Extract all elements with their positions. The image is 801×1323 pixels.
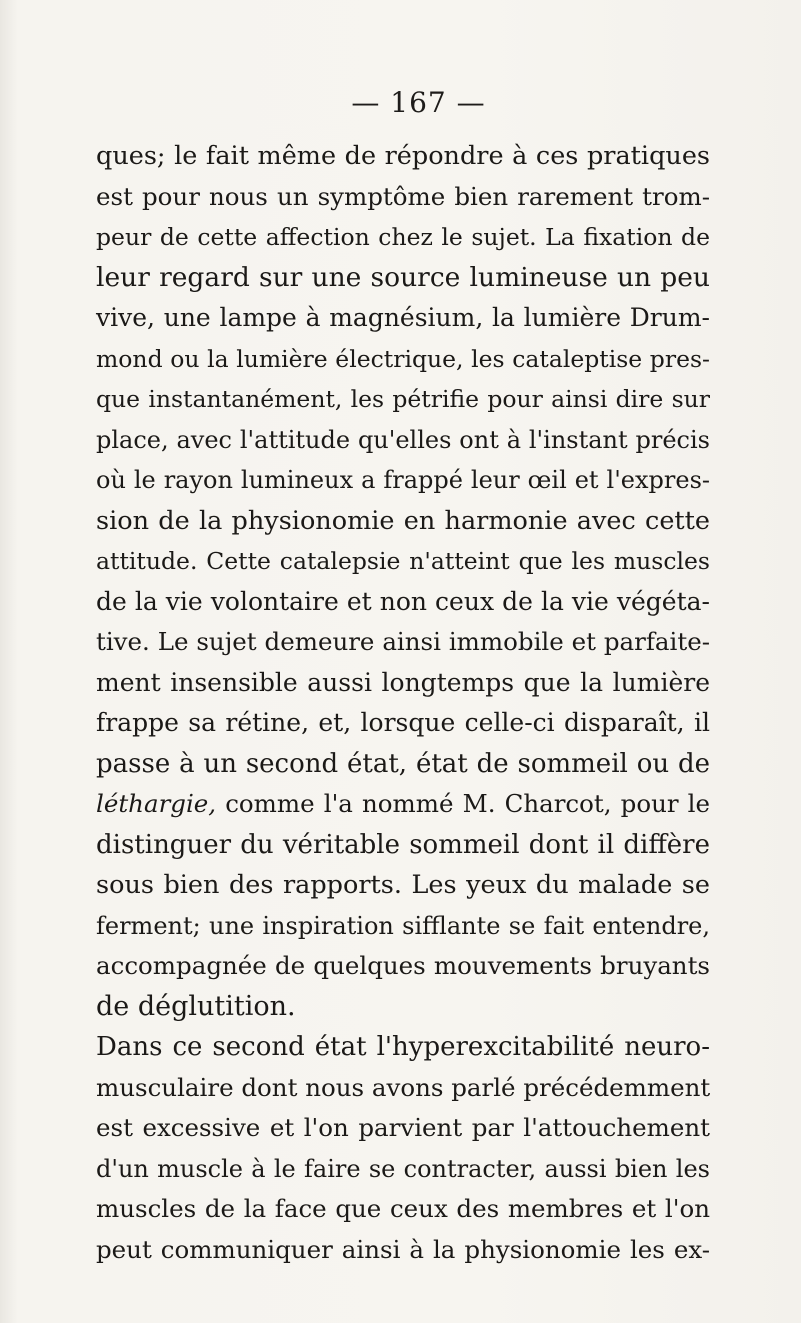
text-line: ment insensible aussi longtemps que la lumière bbox=[96, 667, 710, 697]
text-line: d'un muscle à le faire se contracter, aussi bien les bbox=[96, 1154, 710, 1183]
text-line: sion de la physionomie en harmonie avec cette bbox=[96, 505, 710, 536]
text-line: peut communiquer ainsi à la physionomie les ex- bbox=[96, 1234, 710, 1264]
text-line: où le rayon lumineux a frappé leur œil et l'expres- bbox=[96, 466, 710, 494]
text-line: vive, une lampe à magnésium, la lumière Drum- bbox=[96, 303, 710, 332]
text-line: frappe sa rétine, et, lorsque celle-ci disparaît, il bbox=[96, 708, 710, 737]
italic-term: léthargie, bbox=[96, 789, 217, 818]
page-number: — 167 — bbox=[351, 86, 486, 119]
text-line: passe à un second état, état de sommeil ou de bbox=[96, 748, 710, 779]
text-line: distinguer du véritable sommeil dont il diffère bbox=[96, 829, 710, 860]
text-line: accompagnée de quelques mouvements bruyants bbox=[96, 951, 710, 980]
text-line-with-italic bbox=[96, 784, 710, 825]
text-line: place, avec l'attitude qu'elles ont à l'instant précis bbox=[96, 425, 710, 454]
text-line: de déglutition. bbox=[96, 990, 296, 1022]
text-line: mond ou la lumière électrique, les cataleptise pres- bbox=[96, 344, 710, 373]
body-text bbox=[96, 136, 710, 1270]
text-line: attitude. Cette catalepsie n'atteint que les muscles bbox=[96, 547, 710, 575]
text-line: ques; le fait même de répondre à ces pratiques bbox=[96, 141, 710, 171]
text-line-rest: comme l'a nommé M. Charcot, pour le bbox=[225, 789, 710, 818]
text-line: Dans ce second état l'hyperexcitabilité neuro- bbox=[96, 1032, 710, 1062]
text-line: tive. Le sujet demeure ainsi immobile et parfaite- bbox=[96, 627, 710, 656]
text-line: ferment; une inspiration sifflante se fait entendre, bbox=[96, 911, 710, 940]
text-line: est pour nous un symptôme bien rarement trom- bbox=[96, 181, 710, 211]
text-line: musculaire dont nous avons parlé précédemment bbox=[96, 1072, 711, 1102]
text-line: leur regard sur une source lumineuse un peu bbox=[96, 261, 710, 293]
text-line: muscles de la face que ceux des membres et l'on bbox=[96, 1194, 710, 1223]
text-line: est excessive et l'on parvient par l'attouchement bbox=[96, 1113, 710, 1142]
text-line: de la vie volontaire et non ceux de la vie végéta- bbox=[96, 586, 710, 616]
text-line: que instantanément, les pétrifie pour ainsi dire sur bbox=[96, 385, 710, 413]
text-line: peur de cette affection chez le sujet. La fixation de bbox=[96, 223, 710, 251]
text-line: sous bien des rapports. Les yeux du malade se bbox=[96, 870, 710, 900]
